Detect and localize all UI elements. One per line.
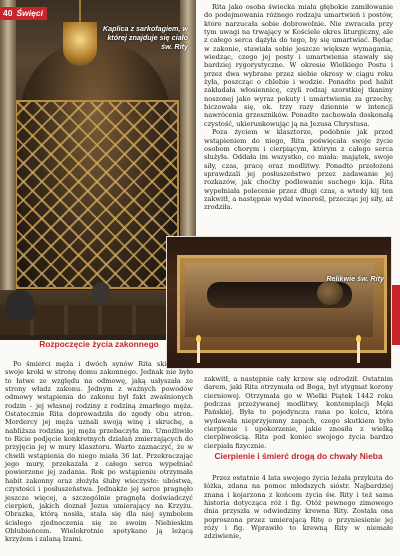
section-heading: Rozpoczęcie życia zakonnego [39, 339, 159, 349]
hanging-lamp [63, 22, 97, 66]
page-number: 40 [0, 7, 15, 20]
marble-pillar-left [0, 0, 16, 340]
sarcophagus-grille [15, 100, 179, 289]
candle [357, 341, 360, 363]
paragraph: Poza życiem w klasztorze, podobnie jak przed wstąpieniem do niego, Rita poświęcała swoje życie osobom chorym i cierpiącym, którym z całego serca służyła. Oddała im wszystko, co miała: majątek, swoje siły, czas, pracę oraz modlitwy. Ponadto przełożeni sprawdzali jej posłuszeństwo przez zadawanie jej rozkazów, jak choćby podlewanie suchego kija. Rita wypełniała polecenie przez długi czas, a wtedy kij ten zakwitł, a następnie wydał winorośl, przecząc jej siły, aż zrodziła. [204, 128, 393, 212]
photo-caption: Kaplica z sarkofagiem, w której znajduje się ciało św. Rity [102, 24, 188, 51]
article-column-bottom-right [204, 375, 393, 450]
candle-flame [196, 335, 201, 342]
visitor-silhouette [6, 290, 34, 320]
paragraph: Po śmierci męża i dwóch synów Rita skierowała swoje kroki w stronę domu zakonnego. Jednak nie było to łatwe ze względu na odmowę, jaką usłyszała ze strony władz zakonu. Jednym z ważnych powodów odmowy wstąpienia do zakonu był fakt zwaśnionych rodzin – jej własnej rodziny z rodziną zmarłego męża. Ostatecznie Rita doprowadziła do zgody obu stron. Mordercy jej męża uznali swoją winę i skruchę, a nabliższa rodzina jej męża przebaczyła im. Umożliwiło to Ricie podjęcie konkretnych działań zmierzających do przyjęcia jej w mury klasztoru. Warto zaznaczyć, że w chwili wstąpienia do niego miała 36 lat. Przekraczając jego mury, przekazała z całego serca wypełniać powierzone jej zadania. Rok po wstąpieniu otrzymała habit zakonny oraz złożyła śluby wieczyste: ubóstwa, czystości i posłuszeństwa. Jednakże jej serce pragnęło jeszcze więcej, a szczególnie pragnęła doświadczyć cierpień, jakich doznał Jezus umierający na Krzyżu. Obrazka, którą nosiła, stała się dla niej symbolem ścisłego zjednoczenia się ze swoim Niebieskim Oblubieńcem. Wielokrotnie spotykano ją leżącą krzyżem i zalaną łzami. [5, 360, 193, 544]
section-heading: Cierpienie i śmierć drogą do chwały Nieba [214, 451, 383, 461]
article-column-bottom-right-2 [204, 474, 393, 541]
saint-face [317, 281, 343, 305]
visitor-silhouette [92, 282, 110, 304]
paragraph: zakwitł, a następnie cały krzew się odrodził. Ostatnim darem, jaki Rita otrzymała od Boga, był stygmat korony cierniowej. Otrzymała go w Wielki Piątek 1442 roku podczas przeżywanej modlitwy, kontemplacji Męki Pańskiej. Była to pojedyncza rana po kolcu, która wydawała nieprzyjemny zapach, czego skutkiem było cierpienie i upokorzenie, jakie znosiła z wielką cierpliwością. Rita pod koniec swojego życia bardzo cierpiała fizycznie. [204, 375, 393, 450]
article-column-top-right [204, 3, 393, 212]
relics-photo [166, 236, 392, 369]
section-tag [0, 7, 47, 20]
candle-flame [356, 335, 361, 342]
article-column-bottom-left [5, 360, 193, 544]
side-accent-strip [392, 285, 400, 345]
section-name: Święci [15, 7, 46, 20]
paragraph: Rita jako osoba świecka miała głębokie zamiłowanie do podejmowania różnego rodzaju umartwień i postów, które narzucała sobie dobrowolnie. Nie zwracała przy tym uwagi na trwający w Kościele okres liturgiczny, ale z całego serca dążyła do tego, by się umartwiać. Będąc w zakonie, stawiała sobie jeszcze większe wymagania, wiedząc, czego jej posty i umartwienia stawały się bardziej rygorystyczne. W okresie Wielkiego Postu i przez dwa wybrane przez siebie okresy w ciągu roku żyła, poszcząc o chlebie i wodzie. Ponadto pod habit zakładała włosiennicę, czyli rodzaj szorstkiej tkaniny noszonej jako wyraz pokuty i umartwienia za grzechy, biczowała się, ok. trzy razy dziennie w intencji nawrócenia grzeszników. Ponadto zachowała doskonałą czystość, ukierunkowując ją na Jezusa Chrystusa. [204, 3, 393, 128]
candle [197, 341, 200, 363]
paragraph: Przez ostatnie 4 lata swojego życia leżała przykuta do łóżka, zdana na pomoc młodszych sióstr. Najbardziej znana i kojarzona z końcem życia św. Rity i też sama historia dotycząca róż i fig. Otóż pewnego zimowego dnia przyszła w odwiedziny krewna Rity. Została ona poproszona przez umierającą Ritę o przyniesienie jej róży i fig. Wprawiło to krewną Rity w niemałe zdziwienie, [204, 474, 393, 541]
photo-caption: Relikwie św. Rity [326, 274, 384, 283]
lamp-chain [79, 0, 81, 24]
